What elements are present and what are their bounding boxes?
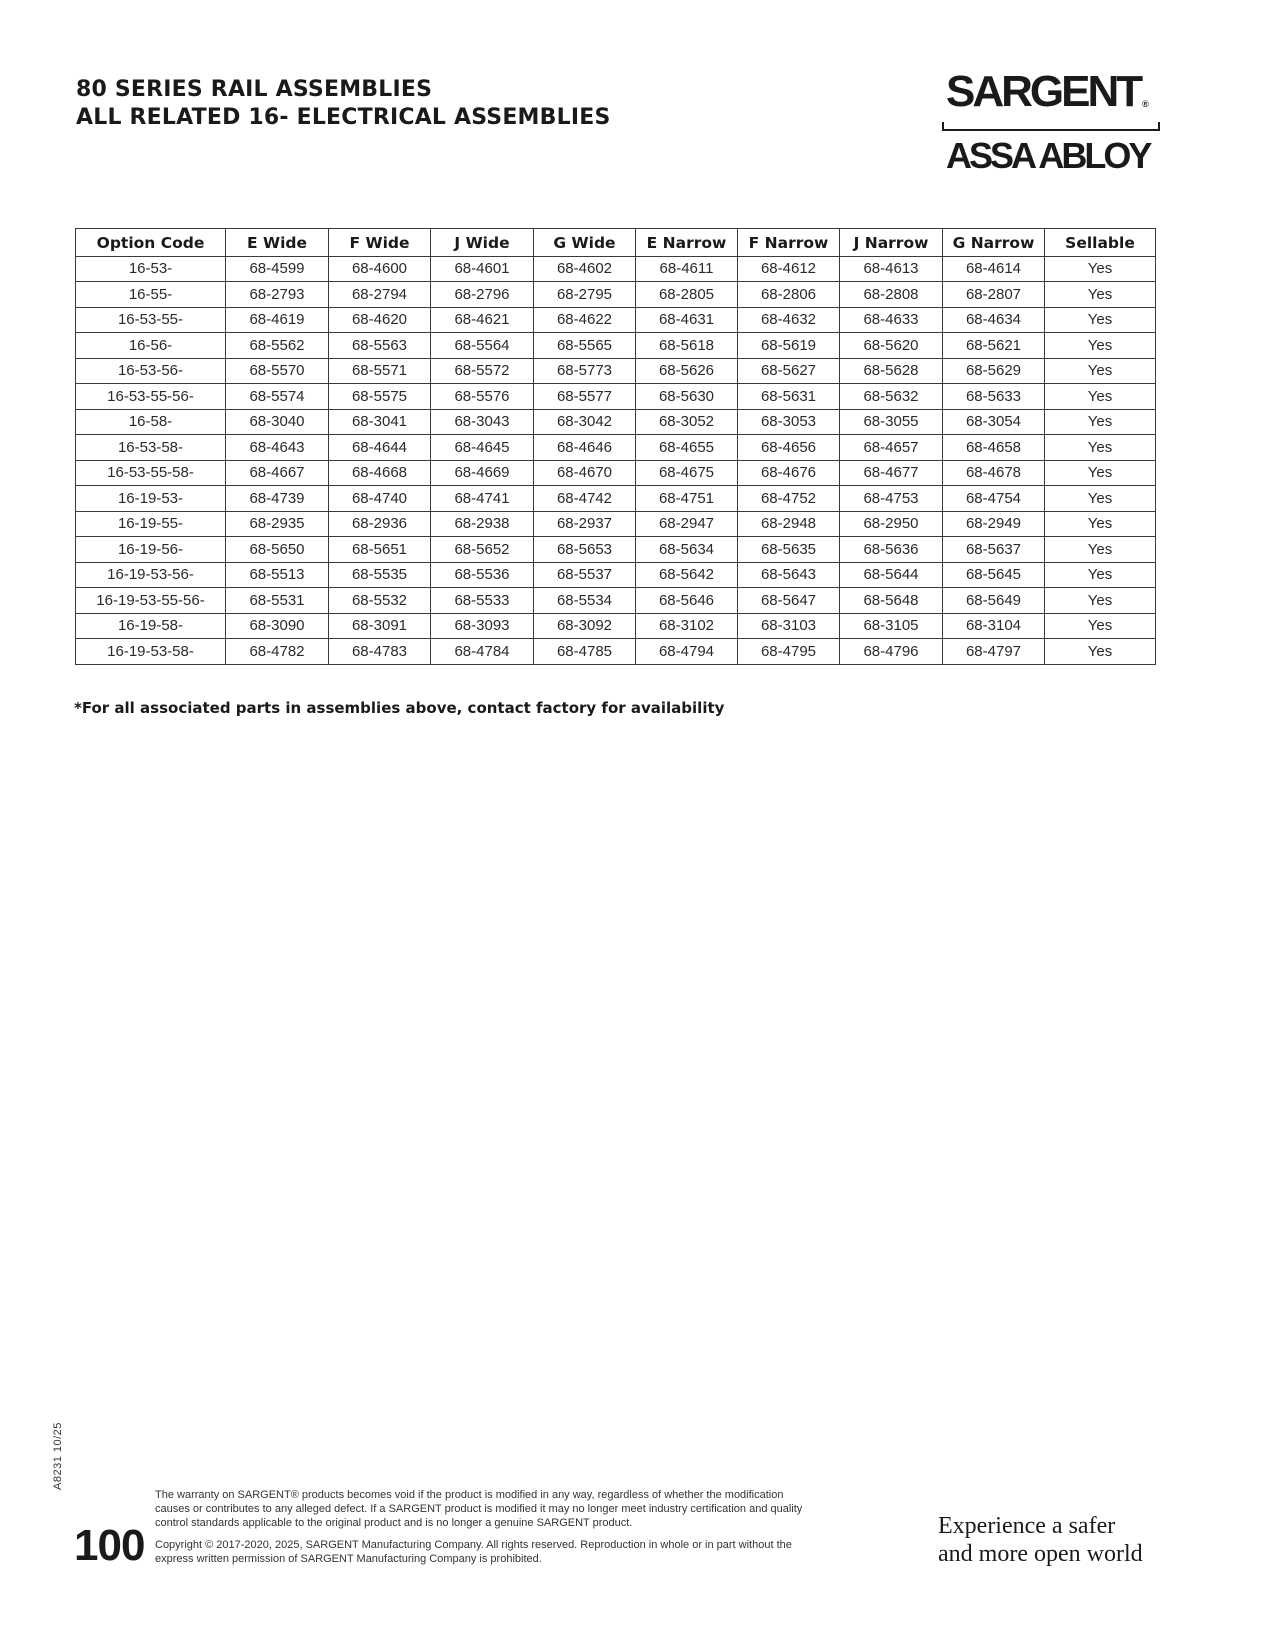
column-header: J Wide <box>431 229 534 257</box>
table-row <box>76 486 1156 512</box>
document-code: A8231 10/25 <box>52 1422 64 1490</box>
table-cell: 68-3054 <box>943 409 1045 435</box>
table-cell: 68-5644 <box>840 562 943 588</box>
tagline-line-1: Experience a safer <box>938 1513 1116 1539</box>
table-cell: 68-3052 <box>636 409 738 435</box>
table-cell: 68-4599 <box>226 256 329 282</box>
table-cell: 68-2805 <box>636 282 738 308</box>
column-header: E Narrow <box>636 229 738 257</box>
table-cell: 68-4657 <box>840 435 943 461</box>
table-cell: 68-2794 <box>329 282 431 308</box>
table-cell: 68-3102 <box>636 613 738 639</box>
table-cell: Yes <box>1045 588 1156 614</box>
table-row <box>76 333 1156 359</box>
table-cell: 68-5577 <box>534 384 636 410</box>
table-row <box>76 639 1156 665</box>
column-header: E Wide <box>226 229 329 257</box>
table-cell: 68-4740 <box>329 486 431 512</box>
table-cell: 68-4612 <box>738 256 840 282</box>
tagline <box>938 1512 1143 1568</box>
option-code-cell: 16-19-53- <box>76 486 226 512</box>
table-cell: 68-4611 <box>636 256 738 282</box>
option-code-cell: 16-55- <box>76 282 226 308</box>
copyright-notice: Copyright © 2017-2020, 2025, SARGENT Manufacturing Company. All rights reserved. Reproduction in whole or in part without the express written permission of SARGENT Manufacturing Company is prohibited. <box>155 1539 792 1565</box>
table-cell: 68-4741 <box>431 486 534 512</box>
table-cell: Yes <box>1045 486 1156 512</box>
table-cell: 68-5576 <box>431 384 534 410</box>
title-line-1: 80 SERIES RAIL ASSEMBLIES <box>76 77 433 102</box>
table-cell: 68-4656 <box>738 435 840 461</box>
table-row <box>76 358 1156 384</box>
table-row <box>76 613 1156 639</box>
table-cell: 68-4752 <box>738 486 840 512</box>
column-header: J Narrow <box>840 229 943 257</box>
table-cell: 68-4644 <box>329 435 431 461</box>
table-cell: 68-4782 <box>226 639 329 665</box>
tagline-line-2: and more open world <box>938 1541 1143 1567</box>
option-code-cell: 16-53-55-56- <box>76 384 226 410</box>
table-cell: 68-5631 <box>738 384 840 410</box>
table-cell: 68-4796 <box>840 639 943 665</box>
table-cell: 68-4619 <box>226 307 329 333</box>
table-cell: 68-5535 <box>329 562 431 588</box>
table-cell: Yes <box>1045 409 1156 435</box>
option-code-cell: 16-19-56- <box>76 537 226 563</box>
option-code-cell: 16-19-53-58- <box>76 639 226 665</box>
page-title <box>76 76 611 132</box>
table-cell: 68-4794 <box>636 639 738 665</box>
table-cell: 68-5621 <box>943 333 1045 359</box>
table-cell: 68-2949 <box>943 511 1045 537</box>
table-cell: 68-5572 <box>431 358 534 384</box>
table-row <box>76 588 1156 614</box>
table-cell: 68-4645 <box>431 435 534 461</box>
table-cell: 68-4613 <box>840 256 943 282</box>
table-cell: 68-4622 <box>534 307 636 333</box>
table-cell: 68-5649 <box>943 588 1045 614</box>
table-cell: 68-4646 <box>534 435 636 461</box>
table-cell: 68-4785 <box>534 639 636 665</box>
table-cell: 68-5620 <box>840 333 943 359</box>
column-header: Option Code <box>76 229 226 257</box>
table-cell: 68-5653 <box>534 537 636 563</box>
table-cell: 68-5646 <box>636 588 738 614</box>
table-row <box>76 562 1156 588</box>
table-cell: 68-5629 <box>943 358 1045 384</box>
table-cell: 68-3040 <box>226 409 329 435</box>
table-cell: 68-5564 <box>431 333 534 359</box>
table-cell: 68-4643 <box>226 435 329 461</box>
option-code-cell: 16-58- <box>76 409 226 435</box>
table-cell: 68-4753 <box>840 486 943 512</box>
table-cell: 68-5575 <box>329 384 431 410</box>
table-body <box>76 256 1156 664</box>
table-row <box>76 511 1156 537</box>
table-cell: 68-5642 <box>636 562 738 588</box>
table-cell: 68-5643 <box>738 562 840 588</box>
table-cell: 68-4634 <box>943 307 1045 333</box>
table-cell: 68-4667 <box>226 460 329 486</box>
table-cell: 68-2795 <box>534 282 636 308</box>
table-cell: 68-4655 <box>636 435 738 461</box>
table-cell: 68-4631 <box>636 307 738 333</box>
table-cell: Yes <box>1045 613 1156 639</box>
table-cell: 68-5637 <box>943 537 1045 563</box>
table-row <box>76 307 1156 333</box>
assemblies-table <box>75 228 1156 665</box>
table-cell: 68-4739 <box>226 486 329 512</box>
table-cell: 68-2950 <box>840 511 943 537</box>
table-cell: 68-4783 <box>329 639 431 665</box>
table-cell: 68-3104 <box>943 613 1045 639</box>
registered-mark: ® <box>1142 99 1149 109</box>
table-cell: Yes <box>1045 639 1156 665</box>
table-cell: Yes <box>1045 282 1156 308</box>
title-line-2: ALL RELATED 16- ELECTRICAL ASSEMBLIES <box>76 105 611 130</box>
table-cell: 68-4614 <box>943 256 1045 282</box>
option-code-cell: 16-53-55- <box>76 307 226 333</box>
availability-footnote: *For all associated parts in assemblies above, contact factory for availability <box>74 699 725 717</box>
table-cell: 68-2935 <box>226 511 329 537</box>
table-cell: 68-5645 <box>943 562 1045 588</box>
column-header: F Wide <box>329 229 431 257</box>
table-cell: 68-5628 <box>840 358 943 384</box>
table-cell: 68-3055 <box>840 409 943 435</box>
table-cell: 68-4670 <box>534 460 636 486</box>
table-cell: 68-5570 <box>226 358 329 384</box>
warranty-notice: The warranty on SARGENT® products becomes void if the product is modified in any way, regardless of whether the modification causes or contributes to any alleged defect. If a SARGENT product is modified it may no longer meet industry certification and quality control standards applicable to the original product and is no longer a genuine SARGENT product. <box>155 1489 803 1529</box>
table-cell: 68-2793 <box>226 282 329 308</box>
table-cell: Yes <box>1045 435 1156 461</box>
table-cell: 68-2948 <box>738 511 840 537</box>
option-code-cell: 16-53-55-58- <box>76 460 226 486</box>
option-code-cell: 16-56- <box>76 333 226 359</box>
column-header: F Narrow <box>738 229 840 257</box>
table-cell: Yes <box>1045 384 1156 410</box>
table-row <box>76 384 1156 410</box>
table-cell: 68-5630 <box>636 384 738 410</box>
sargent-assa-abloy-logo <box>938 68 1160 178</box>
table-cell: 68-2796 <box>431 282 534 308</box>
table-cell: 68-3103 <box>738 613 840 639</box>
table-cell: 68-4600 <box>329 256 431 282</box>
table-cell: 68-5627 <box>738 358 840 384</box>
column-header: Sellable <box>1045 229 1156 257</box>
table-cell: 68-3053 <box>738 409 840 435</box>
table-cell: 68-5635 <box>738 537 840 563</box>
table-cell: 68-5537 <box>534 562 636 588</box>
column-header: G Narrow <box>943 229 1045 257</box>
table-cell: Yes <box>1045 307 1156 333</box>
table-cell: 68-5773 <box>534 358 636 384</box>
table-cell: 68-4795 <box>738 639 840 665</box>
table-cell: 68-5536 <box>431 562 534 588</box>
table-cell: 68-3091 <box>329 613 431 639</box>
table-cell: 68-4658 <box>943 435 1045 461</box>
option-code-cell: 16-19-55- <box>76 511 226 537</box>
table-cell: 68-2936 <box>329 511 431 537</box>
table-cell: 68-3042 <box>534 409 636 435</box>
table-cell: 68-4742 <box>534 486 636 512</box>
table-header-row <box>76 229 1156 257</box>
table-cell: 68-4668 <box>329 460 431 486</box>
option-code-cell: 16-19-58- <box>76 613 226 639</box>
table-cell: 68-5513 <box>226 562 329 588</box>
table-cell: 68-5563 <box>329 333 431 359</box>
table-cell: 68-5647 <box>738 588 840 614</box>
table-row <box>76 409 1156 435</box>
table-cell: 68-5619 <box>738 333 840 359</box>
table-cell: 68-5562 <box>226 333 329 359</box>
table-cell: 68-5618 <box>636 333 738 359</box>
option-code-cell: 16-19-53-56- <box>76 562 226 588</box>
table-row <box>76 460 1156 486</box>
table-cell: 68-5574 <box>226 384 329 410</box>
table-cell: 68-4632 <box>738 307 840 333</box>
table-cell: 68-4602 <box>534 256 636 282</box>
table-cell: 68-5648 <box>840 588 943 614</box>
table-cell: 68-4677 <box>840 460 943 486</box>
table-cell: Yes <box>1045 562 1156 588</box>
column-header: G Wide <box>534 229 636 257</box>
table-cell: 68-5534 <box>534 588 636 614</box>
sargent-wordmark-text: SARGENT <box>946 67 1141 116</box>
table-cell: Yes <box>1045 511 1156 537</box>
option-code-cell: 16-53- <box>76 256 226 282</box>
table-cell: 68-4678 <box>943 460 1045 486</box>
table-cell: 68-2937 <box>534 511 636 537</box>
table-cell: 68-3105 <box>840 613 943 639</box>
table-cell: 68-3043 <box>431 409 534 435</box>
table-cell: Yes <box>1045 460 1156 486</box>
table-row <box>76 256 1156 282</box>
table-cell: 68-5634 <box>636 537 738 563</box>
table-cell: 68-4675 <box>636 460 738 486</box>
table-cell: 68-5532 <box>329 588 431 614</box>
table-cell: 68-4621 <box>431 307 534 333</box>
table-cell: Yes <box>1045 333 1156 359</box>
table-row <box>76 282 1156 308</box>
option-code-cell: 16-19-53-55-56- <box>76 588 226 614</box>
table-cell: 68-5632 <box>840 384 943 410</box>
table-cell: 68-5650 <box>226 537 329 563</box>
table-cell: Yes <box>1045 358 1156 384</box>
table-row <box>76 435 1156 461</box>
table-cell: 68-3041 <box>329 409 431 435</box>
table-cell: 68-5636 <box>840 537 943 563</box>
table-row <box>76 537 1156 563</box>
table-cell: 68-3090 <box>226 613 329 639</box>
table-cell: 68-2947 <box>636 511 738 537</box>
page-number: 100 <box>74 1521 145 1570</box>
table-cell: 68-5533 <box>431 588 534 614</box>
table-cell: 68-4601 <box>431 256 534 282</box>
sargent-wordmark <box>946 68 1149 116</box>
table-cell: 68-2808 <box>840 282 943 308</box>
table-cell: 68-2938 <box>431 511 534 537</box>
table-cell: 68-2807 <box>943 282 1045 308</box>
logo-bracket-divider <box>942 122 1160 131</box>
table-cell: 68-5626 <box>636 358 738 384</box>
table-cell: 68-5571 <box>329 358 431 384</box>
table-cell: Yes <box>1045 256 1156 282</box>
table-cell: 68-4784 <box>431 639 534 665</box>
table-cell: 68-5651 <box>329 537 431 563</box>
option-code-cell: 16-53-58- <box>76 435 226 461</box>
table-cell: 68-5565 <box>534 333 636 359</box>
table-cell: 68-5531 <box>226 588 329 614</box>
table-cell: 68-4676 <box>738 460 840 486</box>
table-cell: 68-4751 <box>636 486 738 512</box>
table-cell: 68-4797 <box>943 639 1045 665</box>
table-cell: 68-2806 <box>738 282 840 308</box>
table-cell: Yes <box>1045 537 1156 563</box>
table-cell: 68-4754 <box>943 486 1045 512</box>
table-cell: 68-4633 <box>840 307 943 333</box>
table-cell: 68-5633 <box>943 384 1045 410</box>
table-cell: 68-3092 <box>534 613 636 639</box>
table-cell: 68-5652 <box>431 537 534 563</box>
assa-abloy-wordmark: ASSA ABLOY <box>946 135 1150 176</box>
option-code-cell: 16-53-56- <box>76 358 226 384</box>
table-cell: 68-4620 <box>329 307 431 333</box>
table-cell: 68-3093 <box>431 613 534 639</box>
table-cell: 68-4669 <box>431 460 534 486</box>
